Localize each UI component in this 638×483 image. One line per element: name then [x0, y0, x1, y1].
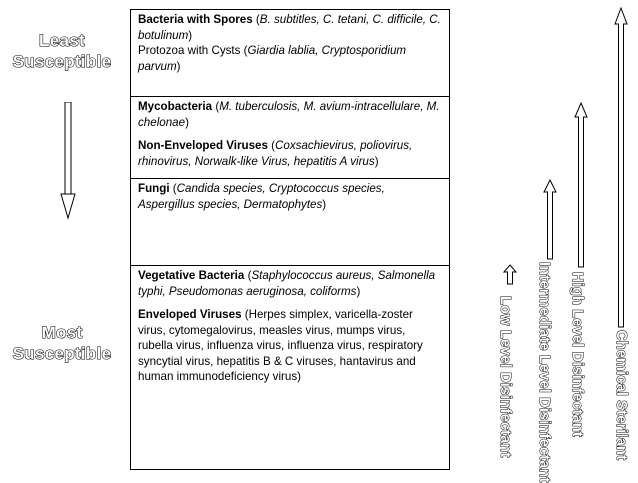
vegetative-bacteria-title: Vegetative Bacteria	[138, 269, 245, 282]
non-enveloped-viruses-title: Non-Enveloped Viruses	[138, 139, 268, 152]
susceptible-word-top: Susceptible	[12, 52, 112, 71]
paren-open: (	[252, 13, 260, 26]
least-word: Least	[39, 31, 85, 50]
paren-open: (	[212, 100, 220, 113]
intermediate-level-arrow-icon	[543, 180, 557, 260]
low-level-arrow-icon	[503, 265, 517, 285]
non-enveloped-viruses-examples: Coxsachievirus, poliovirus, rhinovirus, Norwalk-like Virus, hepatitis A virus	[138, 139, 413, 168]
paren-close: )	[176, 59, 181, 73]
fungi-cell	[131, 178, 449, 265]
spores-cysts-cell	[131, 10, 449, 97]
paren-close: )	[188, 28, 193, 42]
high-level-disinfectant-label: High Level Disinfectant	[569, 272, 585, 437]
intermediate-level-disinfectant-label: Intermediate Level Disinfectant	[536, 262, 552, 483]
protozoa-cysts-examples: Giardia lablia, Cryptosporidium parvum	[138, 44, 407, 73]
enveloped-viruses-examples: (Herpes simplex, varicella-zoster virus, cytomegalovirus, measles virus, mumps virus, rubella virus, influenza virus, influenza virus, respiratory syncytial virus, hepatitis B & C viruses, hantavirus and human immunodeficiency virus)	[138, 308, 423, 383]
paren-open: (	[244, 269, 252, 282]
high-level-arrow-icon	[574, 103, 588, 268]
paren-close: )	[322, 197, 327, 211]
vegetative-bacteria-entry	[138, 268, 442, 299]
most-word: Most	[41, 323, 83, 342]
bacteria-spores-title: Bacteria with Spores	[138, 13, 253, 26]
mycobacteria-examples: M. tuberculosis, M. avium-intracellulare, M. chelonae	[138, 100, 440, 129]
paren-open: (	[169, 182, 177, 195]
protozoa-cysts-entry	[138, 43, 442, 74]
fungi-title: Fungi	[138, 182, 170, 195]
susceptibility-table	[130, 9, 450, 470]
paren-close: )	[356, 284, 361, 298]
non-enveloped-viruses-entry	[138, 138, 442, 169]
fungi-entry	[138, 181, 442, 212]
protozoa-cysts-title: Protozoa with Cysts (	[138, 44, 248, 57]
down-arrow-icon	[60, 102, 76, 220]
fungi-examples: Candida species, Cryptococcus species, Aspergillus species, Dermatophytes	[138, 182, 385, 211]
enveloped-viruses-title: Enveloped Viruses	[138, 308, 242, 321]
enveloped-viruses-entry	[138, 307, 442, 385]
bacteria-spores-entry	[138, 12, 442, 43]
chemical-sterilant-label: Chemical Sterilant	[613, 330, 629, 461]
paren-open: (	[267, 139, 276, 152]
least-susceptible-label	[2, 30, 122, 72]
most-susceptible-label	[2, 322, 122, 364]
paren-close: )	[185, 115, 189, 129]
mycobacteria-title: Mycobacteria	[138, 100, 213, 113]
low-level-disinfectant-label: Low Level Disinfectant	[497, 296, 513, 458]
mycobacteria-nonenveloped-cell	[131, 96, 449, 178]
chemical-sterilant-arrow-icon	[614, 8, 628, 328]
vegetative-enveloped-cell	[131, 265, 449, 470]
mycobacteria-entry	[138, 99, 442, 130]
bacteria-spores-examples: B. subtitles, C. tetani, C. difficile, C. botulinum	[138, 13, 441, 42]
paren-close: )	[374, 154, 379, 168]
vegetative-bacteria-examples: Staphylococcus aureus, Salmonella typhi, Pseudomonas aeruginosa, coliforms	[138, 269, 436, 298]
susceptible-word-bottom: Susceptible	[12, 344, 112, 363]
